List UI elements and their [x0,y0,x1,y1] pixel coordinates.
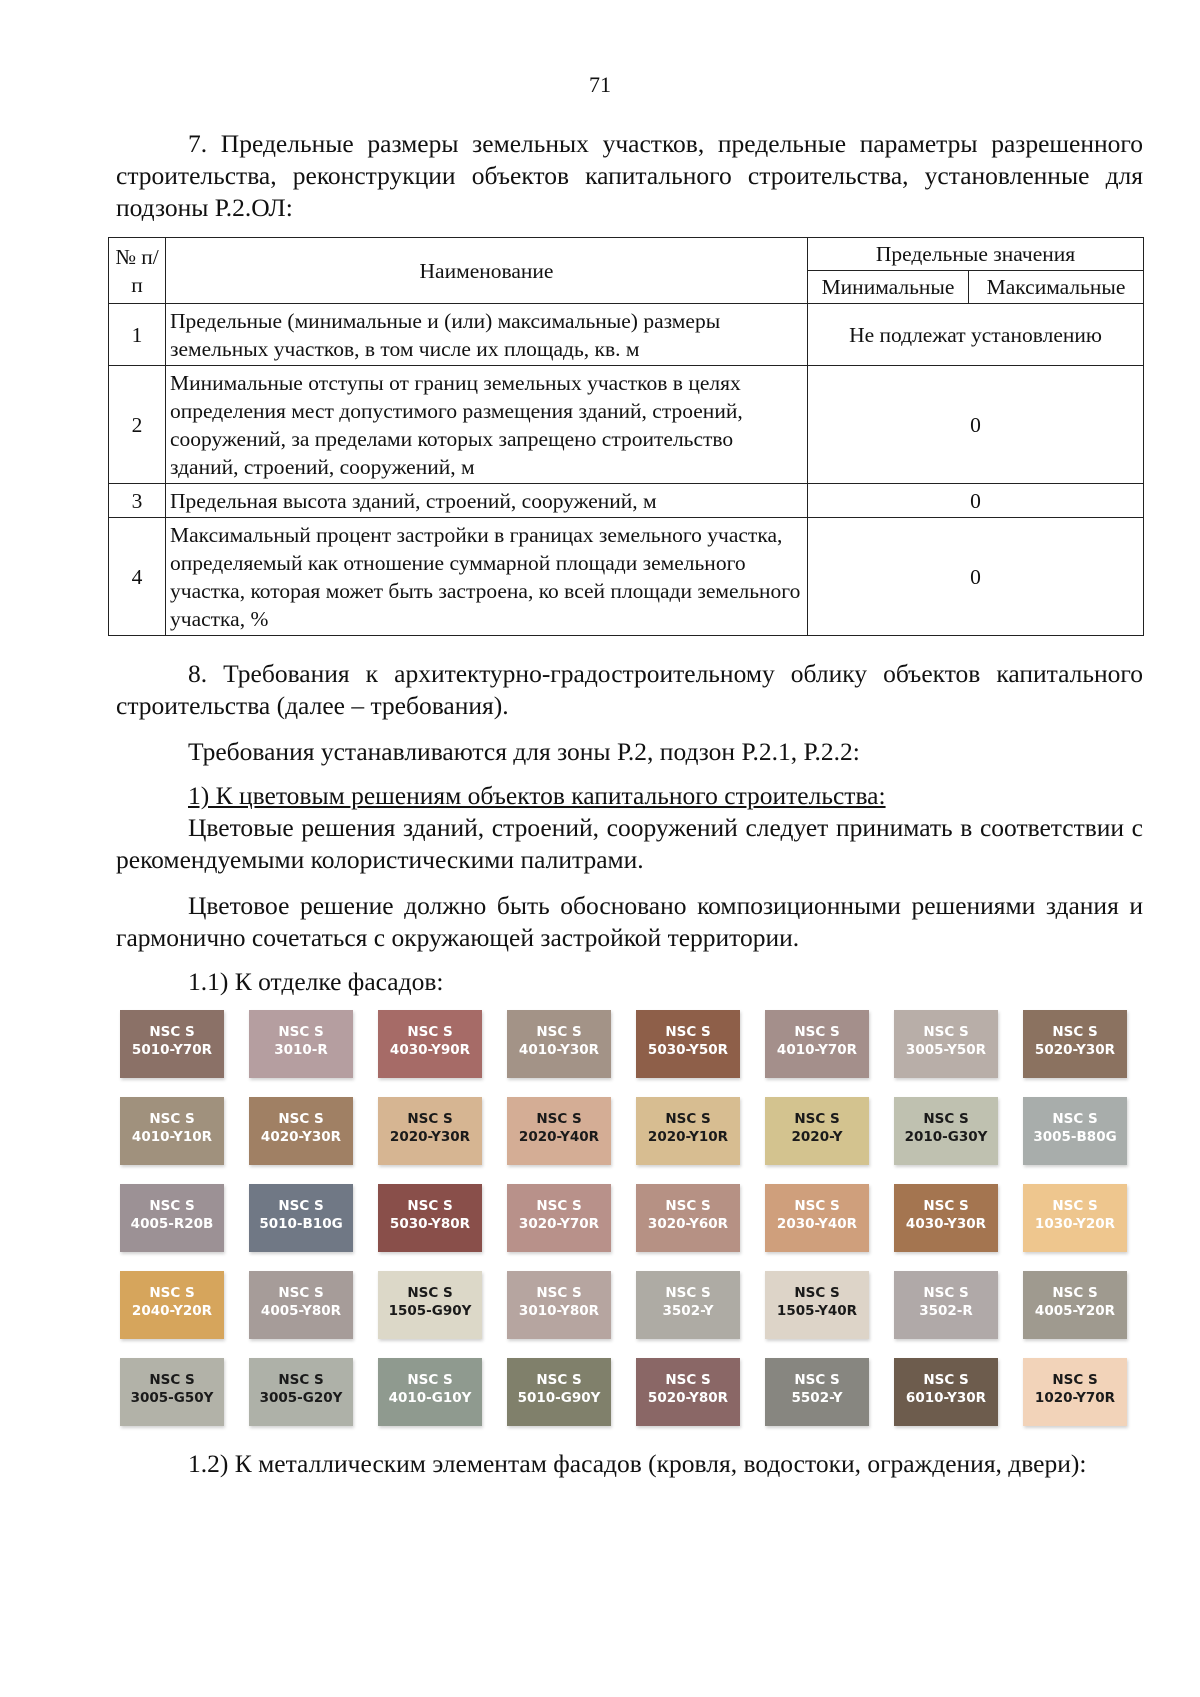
color-swatch [507,1358,611,1426]
swatch-prefix: NSC S [536,1285,582,1301]
swatch-prefix: NSC S [665,1111,711,1127]
swatch-code: 4005-Y20R [1034,1303,1116,1319]
header-num: № п/п [109,238,166,304]
item-1-2-heading: 1.2) К металлическим элементам фасадов (кровля, водостоки, ограждения, двери): [188,1449,1087,1478]
swatch-prefix: NSC S [536,1024,582,1040]
color-swatch [1023,1358,1127,1426]
section-8-applies: Требования устанавливаются для зоны Р.2, подзон Р.2.1, Р.2.2: [188,737,860,766]
color-swatch [894,1358,998,1426]
swatch-prefix: NSC S [149,1024,195,1040]
table-row [109,518,1144,636]
swatch-prefix: NSC S [665,1285,711,1301]
item-1-heading [116,780,1143,812]
swatch-code: 5010-B10G [259,1216,343,1232]
swatch-prefix: NSC S [794,1372,840,1388]
swatch-prefix: NSC S [536,1198,582,1214]
swatch-prefix: NSC S [536,1111,582,1127]
row-value: Не подлежат установлению [808,304,1144,366]
color-swatch [1023,1010,1127,1078]
color-swatch [636,1184,740,1252]
item-1-text: Цветовые решения зданий, строений, сооружений следует принимать в соответствии с рекомендуемыми колористическими палитрами. [116,813,1143,874]
swatch-code: 2010-G30Y [904,1129,988,1145]
swatch-code: 1505-Y40R [776,1303,858,1319]
swatch-prefix: NSC S [278,1024,324,1040]
item-1-text-2: Цветовое решение должно быть обосновано композиционными решениями здания и гармонично сочетаться с окружающей застройкой территории. [116,891,1143,952]
header-name: Наименование [166,238,808,304]
swatch-prefix: NSC S [1052,1111,1098,1127]
swatch-code: 3502-Y [662,1303,714,1319]
row-num: 1 [109,304,166,366]
color-swatch [894,1184,998,1252]
color-swatch [636,1358,740,1426]
swatch-code: 4010-Y70R [776,1042,858,1058]
swatch-prefix: NSC S [407,1024,453,1040]
color-swatch [120,1358,224,1426]
color-swatch [120,1097,224,1165]
row-name: Минимальные отступы от границ земельных участков в целях определения мест допустимого размещения зданий, строений, сооружений, за пределами которых запрещено строительство зданий, строений, сооружений, м [166,366,808,484]
swatch-code: 1030-Y20R [1034,1216,1116,1232]
color-swatch [378,1271,482,1339]
section-7-heading: 7. Предельные размеры земельных участков, предельные параметры разрешенного строительства, реконструкции объектов капитального строительства, установленные для подзоны Р.2.ОЛ: [116,129,1143,222]
color-swatch [378,1184,482,1252]
limits-table [108,237,1144,636]
table-row [109,366,1144,484]
item-1-label: 1) К цветовым решениям объектов капитального строительства: [188,781,886,810]
color-swatch [249,1010,353,1078]
swatch-prefix: NSC S [794,1111,840,1127]
color-swatch [765,1097,869,1165]
color-palette-grid [120,1010,1140,1430]
swatch-code: 3010-Y80R [518,1303,600,1319]
row-value: 0 [808,518,1144,636]
color-swatch [507,1271,611,1339]
header-limits: Предельные значения [808,238,1144,271]
swatch-code: 5020-Y80R [647,1390,729,1406]
swatch-code: 4010-Y10R [131,1129,213,1145]
swatch-code: 5502-Y [791,1390,843,1406]
swatch-code: 5010-G90Y [517,1390,601,1406]
swatch-prefix: NSC S [794,1285,840,1301]
table-header-row [109,238,1144,271]
color-swatch [120,1271,224,1339]
swatch-prefix: NSC S [923,1285,969,1301]
row-name: Предельная высота зданий, строений, сооружений, м [166,484,808,518]
color-swatch [765,1358,869,1426]
color-swatch [249,1358,353,1426]
swatch-code: 4005-R20B [130,1216,214,1232]
swatch-code: 1020-Y70R [1034,1390,1116,1406]
item-1-1-heading: 1.1) К отделке фасадов: [188,967,444,996]
swatch-code: 5030-Y80R [389,1216,471,1232]
swatch-prefix: NSC S [407,1372,453,1388]
swatch-code: 4030-Y90R [389,1042,471,1058]
swatch-code: 5010-Y70R [131,1042,213,1058]
swatch-prefix: NSC S [923,1024,969,1040]
table-row [109,484,1144,518]
swatch-prefix: NSC S [665,1372,711,1388]
swatch-code: 2030-Y40R [776,1216,858,1232]
color-swatch [507,1097,611,1165]
swatch-prefix: NSC S [407,1111,453,1127]
color-swatch [894,1097,998,1165]
swatch-prefix: NSC S [149,1372,195,1388]
swatch-prefix: NSC S [1052,1198,1098,1214]
swatch-code: 2020-Y10R [647,1129,729,1145]
swatch-code: 3005-G50Y [130,1390,214,1406]
color-swatch [636,1097,740,1165]
swatch-code: 3005-B80G [1033,1129,1117,1145]
page-number: 71 [589,72,611,97]
swatch-code: 3020-Y60R [647,1216,729,1232]
swatch-prefix: NSC S [149,1198,195,1214]
color-swatch [120,1184,224,1252]
row-num: 4 [109,518,166,636]
swatch-code: 4030-Y30R [905,1216,987,1232]
swatch-prefix: NSC S [923,1198,969,1214]
color-swatch [894,1271,998,1339]
swatch-prefix: NSC S [665,1198,711,1214]
color-swatch [1023,1271,1127,1339]
header-min: Минимальные [808,271,969,304]
swatch-code: 4010-G10Y [388,1390,472,1406]
swatch-prefix: NSC S [149,1285,195,1301]
section-8-heading: 8. Требования к архитектурно-градостроительному облику объектов капитального строительства (далее – требования). [116,659,1143,720]
swatch-code: 3010-R [274,1042,328,1058]
swatch-prefix: NSC S [1052,1024,1098,1040]
swatch-prefix: NSC S [923,1111,969,1127]
swatch-prefix: NSC S [407,1198,453,1214]
color-swatch [249,1184,353,1252]
table-row [109,304,1144,366]
swatch-code: 3005-Y50R [905,1042,987,1058]
swatch-prefix: NSC S [278,1285,324,1301]
swatch-prefix: NSC S [407,1285,453,1301]
swatch-code: 5020-Y30R [1034,1042,1116,1058]
color-swatch [765,1271,869,1339]
swatch-code: 3005-G20Y [259,1390,343,1406]
swatch-code: 6010-Y30R [905,1390,987,1406]
header-max: Максимальные [969,271,1144,304]
swatch-prefix: NSC S [923,1372,969,1388]
row-name: Предельные (минимальные и (или) максимальные) размеры земельных участков, в том числе их площадь, кв. м [166,304,808,366]
swatch-prefix: NSC S [794,1198,840,1214]
swatch-code: 4020-Y30R [260,1129,342,1145]
color-swatch [249,1097,353,1165]
swatch-prefix: NSC S [278,1198,324,1214]
color-swatch [636,1271,740,1339]
swatch-prefix: NSC S [794,1024,840,1040]
color-swatch [507,1010,611,1078]
swatch-code: 2040-Y20R [131,1303,213,1319]
swatch-code: 2020-Y40R [518,1129,600,1145]
color-swatch [249,1271,353,1339]
swatch-code: 1505-G90Y [388,1303,472,1319]
swatch-code: 3020-Y70R [518,1216,600,1232]
color-swatch [378,1010,482,1078]
color-swatch [1023,1097,1127,1165]
color-swatch [894,1010,998,1078]
swatch-code: 5030-Y50R [647,1042,729,1058]
swatch-prefix: NSC S [1052,1285,1098,1301]
swatch-code: 2020-Y [791,1129,843,1145]
color-swatch [378,1358,482,1426]
swatch-code: 2020-Y30R [389,1129,471,1145]
swatch-prefix: NSC S [1052,1372,1098,1388]
color-swatch [765,1010,869,1078]
row-num: 2 [109,366,166,484]
swatch-prefix: NSC S [665,1024,711,1040]
color-swatch [636,1010,740,1078]
row-value: 0 [808,484,1144,518]
color-swatch [1023,1184,1127,1252]
color-swatch [507,1184,611,1252]
row-num: 3 [109,484,166,518]
swatch-code: 4010-Y30R [518,1042,600,1058]
row-name: Максимальный процент застройки в границах земельного участка, определяемый как отношение суммарной площади земельного участка, которая может быть застроена, ко всей площади земельного участка, % [166,518,808,636]
swatch-prefix: NSC S [536,1372,582,1388]
swatch-code: 3502-R [919,1303,973,1319]
row-value: 0 [808,366,1144,484]
color-swatch [378,1097,482,1165]
color-swatch [120,1010,224,1078]
color-swatch [765,1184,869,1252]
swatch-prefix: NSC S [278,1111,324,1127]
swatch-prefix: NSC S [149,1111,195,1127]
swatch-code: 4005-Y80R [260,1303,342,1319]
swatch-prefix: NSC S [278,1372,324,1388]
